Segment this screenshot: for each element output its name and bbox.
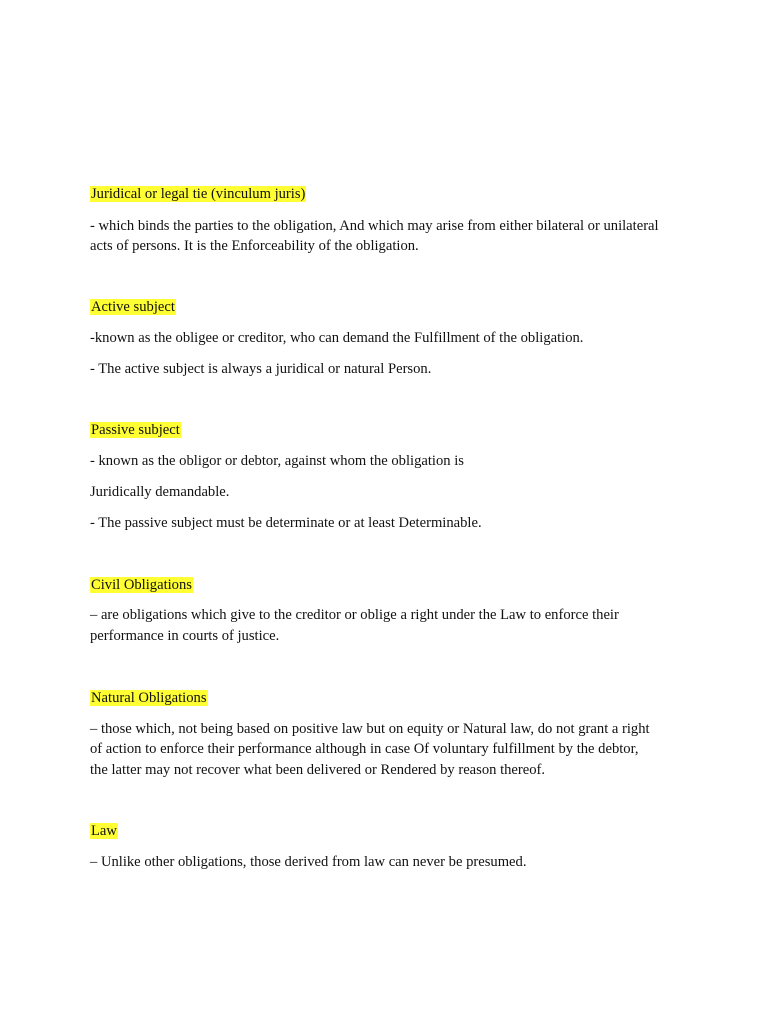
section-heading-active-subject: Active subject [91, 299, 175, 315]
paragraph-line: the latter may not recover what been delivered or Rendered by reason thereof. [90, 762, 546, 778]
paragraph-line: - The passive subject must be determinate or at least Determinable. [90, 515, 482, 531]
paragraph-line: of action to enforce their performance although in case Of voluntary fulfillment by the debtor, [90, 741, 639, 757]
section-heading-civil-obligations: Civil Obligations [91, 577, 192, 593]
paragraph-line: - The active subject is always a juridical or natural Person. [90, 361, 432, 377]
paragraph-line: - which binds the parties to the obligation, And which may arise from either bilateral or unilateral [90, 218, 659, 234]
section-heading-law: Law [91, 823, 117, 839]
paragraph-line: -known as the obligee or creditor, who can demand the Fulfillment of the obligation. [90, 330, 584, 346]
paragraph-line: performance in courts of justice. [90, 628, 280, 644]
section-heading-passive-subject: Passive subject [91, 422, 180, 438]
section-heading-natural-obligations: Natural Obligations [91, 690, 207, 706]
section-heading-juridical-tie: Juridical or legal tie (vinculum juris) [91, 186, 306, 202]
paragraph-line: Juridically demandable. [90, 484, 230, 500]
paragraph-line: acts of persons. It is the Enforceability of the obligation. [90, 238, 419, 254]
paragraph-line: – Unlike other obligations, those derived from law can never be presumed. [90, 854, 527, 870]
paragraph-line: - known as the obligor or debtor, against whom the obligation is [90, 453, 464, 469]
paragraph-line: – are obligations which give to the creditor or oblige a right under the Law to enforce their [90, 607, 619, 623]
paragraph-line: – those which, not being based on positive law but on equity or Natural law, do not grant a right [90, 721, 650, 737]
